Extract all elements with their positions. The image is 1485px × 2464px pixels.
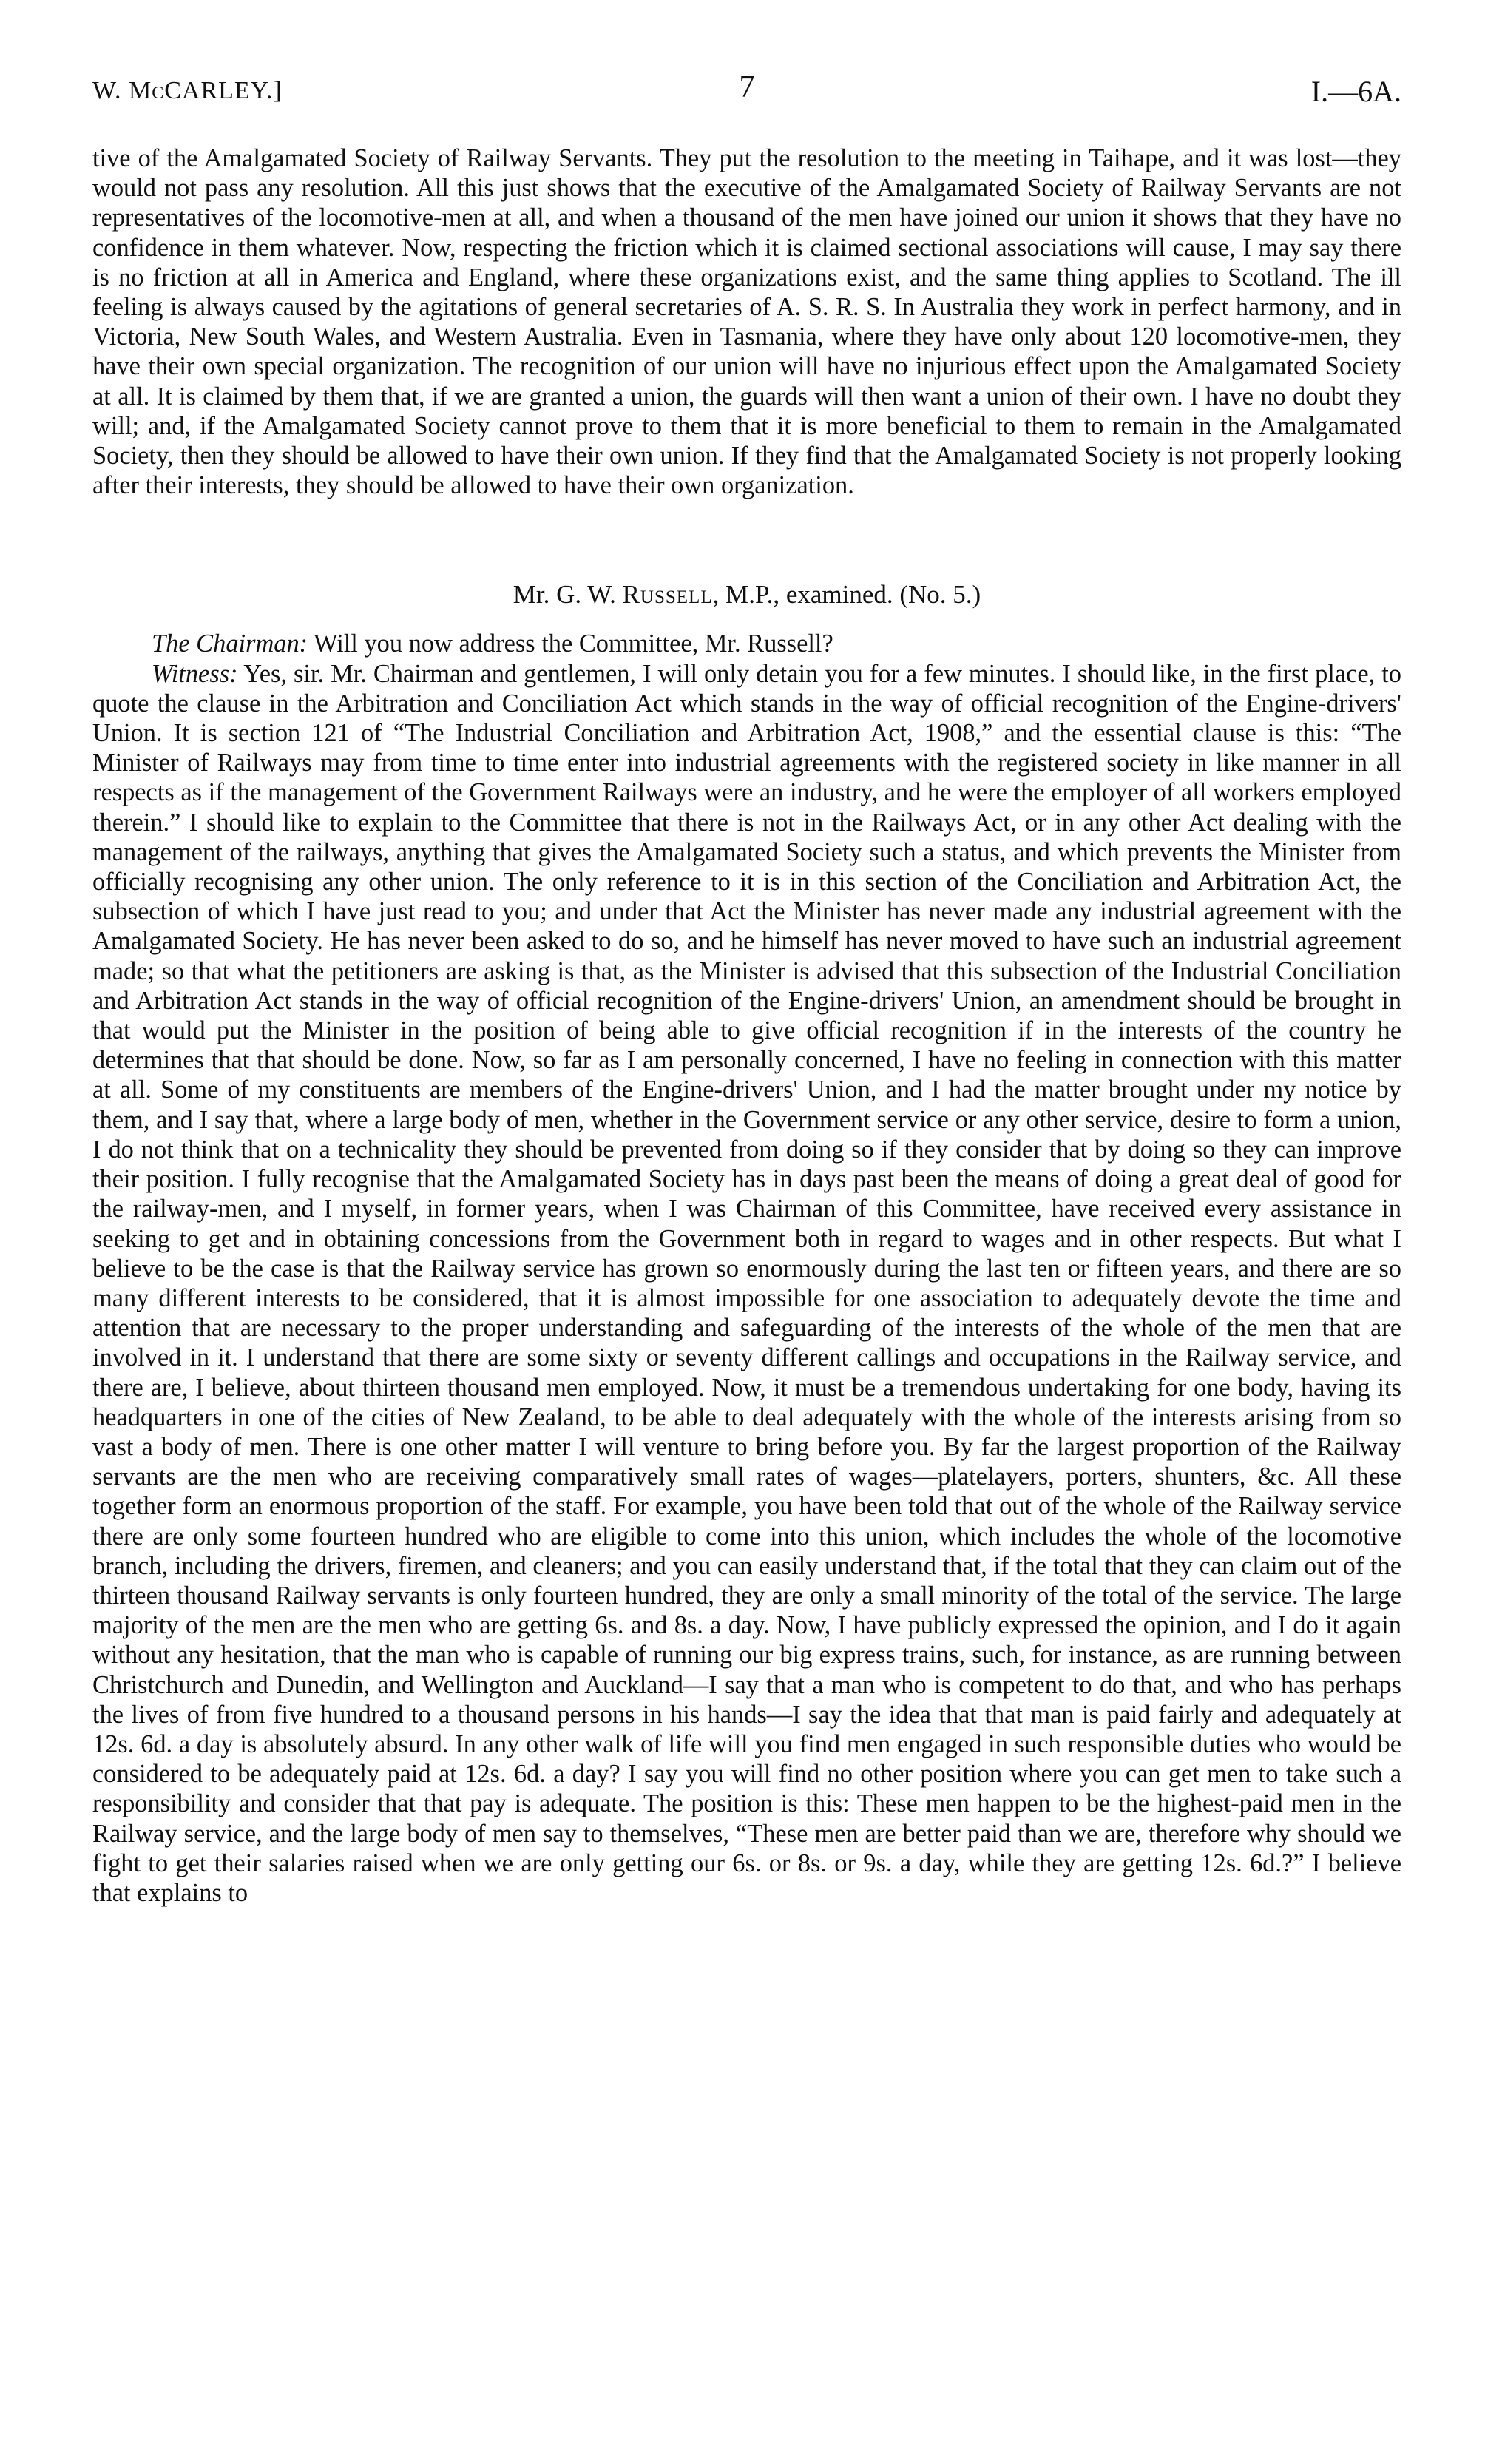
document-reference: I.—6A. — [1310, 75, 1401, 108]
heading-name: Russell — [622, 580, 713, 610]
witness-text: Yes, sir. Mr. Chairman and gentlemen, I will only detain you for a few minutes. I should like, in the first place, to quote the clause in the Arbitration and Conciliation Act which stands in the way of official recognition of the Engine-drivers' Union. It is section 121 of “The Industrial Conciliation and Arbitration Act, 1908,” and the essential clause is this: “The Minister of Railways may from time to time enter into industrial agreements with the registered society in like manner in all respects as if the management of the Government Railways were an industry, and he were the employer of all workers employed therein.” I should like to explain to the Committee that there is not in the Railways Act, or in any other Act dealing with the management of the railways, anything that gives the Amalgamated Society such a status, and which prevents the Minister from officially recognising any other union. The only reference to it is in this section of the Conciliation and Arbitration Act, the subsection of which I have just read to you; and under that Act the Minister has never made any industrial agreement with the Amalgamated Society. He has never been asked to do so, and he himself has never moved to have such an industrial agreement made; so that what the petitioners are asking is that, as the Minister is advised that this subsection of the Industrial Conciliation and Arbitration Act stands in the way of official recognition of the Engine-drivers' Union, an amendment should be brought in that would put the Minister in the position of being able to give official recognition if in the interests of the country he determines that that should be done. Now, so far as I am personally concerned, I have no feeling in connection with this matter at all. Some of my constituents are members of the Engine-drivers' Union, and I had the matter brought under my notice by them, and I say that, where a large body of men, whether in the Government service or any other service, desire to form a union, I do not think that on a technicality they should be prevented from doing so if they consider that by doing so they can improve their position. I fully recognise that the Amalgamated Society has in days past been the means of doing a great deal of good for the railway-men, and I myself, in former years, when I was Chairman of this Committee, have received every assistance in seeking to get and in obtaining concessions from the Government both in regard to wages and in other respects. But what I believe to be the case is that the Railway service has grown so enormously during the last ten or fifteen years, and there are so many different interests to be considered, that it is almost impossible for one association to adequately devote the time and attention that are necessary to the proper understanding and safeguarding of the interests of the whole of the men that are involved in it. I understand that there are some sixty or seventy different callings and occupations in the Railway service, and there are, I believe, about thirteen thousand men employed. Now, it must be a tremendous undertaking for one body, having its headquarters in one of the cities of New Zealand, to be able to deal adequately with the whole of the interests arising from so vast a body of men. There is one other matter I will venture to bring before you. By far the largest proportion of the Railway servants are the men who are receiving comparatively small rates of wages—platelayers, porters, shunters, &c. All these together form an enormous proportion of the staff. For example, you have been told that out of the whole of the Railway service there are only some fourteen hundred who are eligible to come into this union, which includes the whole of the locomotive branch, including the drivers, firemen, and cleaners; and you can easily understand that, if the total that they can claim out of the thirteen thousand Railway servants is only fourteen hundred, they are only a small minority of the total of the service. The large majority of the men are the men who are getting 6s. and 8s. a day. Now, I have publicly expressed the opinion, and I do it again without any hesitation, that the man who is capable of running our big express trains, such, for instance, as are running between Christchurch and Dunedin, and Wellington and Auckland—I say that a man who is competent to do that, and who has perhaps the lives of from five hundred to a thousand persons in his hands—I say the idea that that man is paid fairly and adequately at 12s. 6d. a day is absolutely absurd. In any other walk of life will you find men engaged in such responsible duties who would be considered to be adequately paid at 12s. 6d. a day? I say you will find no other position where you can get men to take such a responsibility and consider that that pay is adequate. The position is this: These men happen to be the highest-paid men in the Railway service, and the large body of men say to themselves, “These men are better paid than we are, therefore why should we fight to get their salaries raised when we are only getting our 6s. or 8s. or 9s. a day, while they are getting 12s. 6d.?” I believe that explains to — [92, 659, 1401, 1907]
witness-label: Witness: — [152, 659, 238, 688]
page-header — [92, 65, 1401, 124]
heading-prefix: Mr. G. W. — [513, 580, 623, 610]
page-number: 7 — [739, 70, 755, 104]
chairman-label: The Chairman: — [152, 629, 308, 658]
document-page — [92, 65, 1401, 2447]
continuation-paragraph: tive of the Amalgamated Society of Railway Servants. They put the resolution to the meeting in Taihape, and it was lost—they would not pass any resolution. All this just shows that the executive of the Amalgamated Society of Railway Servants are not representatives of the locomotive-men at all, and when a thousand of the men have joined our union it shows that they have no confidence in them whatever. Now, respecting the friction which it is claimed sectional associations will cause, I may say there is no friction at all in America and England, where these organizations exist, and the same thing applies to Scotland. The ill feeling is always caused by the agitations of general secretaries of A. S. R. S. In Australia they work in perfect harmony, and in Victoria, New South Wales, and Western Australia. Even in Tasmania, where they have only about 120 locomotive-men, they have their own special organization. The recognition of our union will have no injurious effect upon the Amalgamated Society at all. It is claimed by them that, if we are granted a union, the guards will then want a union of their own. I have no doubt they will; and, if the Amalgamated Society cannot prove to them that it is more beneficial to them to remain in the Amalgamated Society, then they should be allowed to have their own union. If they find that the Amalgamated Society is not properly looking after their interests, they should be allowed to have their own organization. — [92, 144, 1401, 500]
chairman-question — [92, 629, 1401, 658]
section-heading — [92, 580, 1401, 610]
witness-answer — [92, 659, 1401, 1908]
heading-suffix: , M.P., examined. (No. 5.) — [712, 580, 981, 610]
chairman-text: Will you now address the Committee, Mr. Russell? — [308, 629, 833, 658]
header-witness-name: W. McCARLEY.] — [92, 77, 283, 104]
